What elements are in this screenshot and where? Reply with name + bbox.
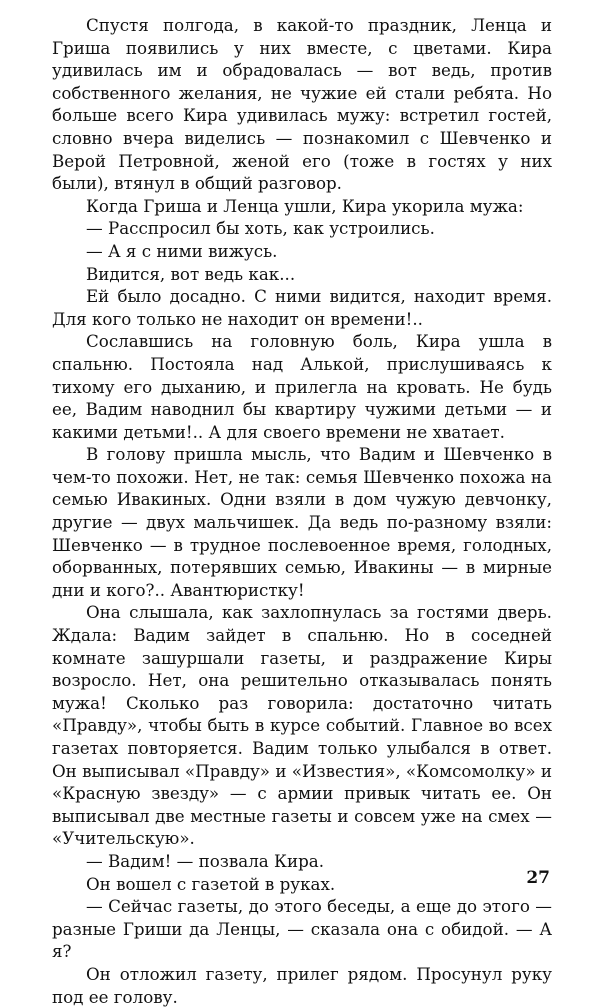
paragraph: Ей было досадно. С ними видится, находит время. Для кого только не находит он времени!.. [52, 286, 552, 329]
paragraph: Она слышала, как захлопнулась за гостями дверь. Ждала: Вадим зайдет в спальню. Но в соседней комнате зашуршали газеты, и раздражение Киры возросло. Нет, она решительно отказывалась понять мужа! Сколько раз говорила: достаточно читать «Правду», чтобы быть в курсе событий. Главное во всех газетах повторяется. Вадим только улыбался в ответ. Он выписывал «Правду» и «Известия», «Комсомолку» и «Красную звезду» — с армии привык читать ее. Он выписывал две местные газеты и совсем уже на смех — «Учительскую». [52, 602, 552, 849]
paragraph: — А я с ними вижусь. [86, 240, 278, 261]
paragraph: — Сейчас газеты, до этого беседы, а еще до этого — разные Гриши да Ленцы, — сказала она с обидой. — А я? [52, 896, 552, 962]
paragraph: — Расспросил бы хоть, как устроились. [86, 218, 435, 239]
paragraph: Спустя полгода, в какой-то праздник, Ленца и Гриша появились у них вместе, с цветами. Кира удивилась им и обрадовалась — вот ведь, против собственного желания, не чужие ей стали ребята. Но больше всего Кира удивилась мужу: встретил гостей, словно вчера виделись — познакомил с Шевченко и Верой Петровной, женой его (тоже в гостях у них были), втянул в общий разговор. [52, 15, 552, 194]
paragraph: Сославшись на головную боль, Кира ушла в спальню. Постояла над Алькой, прислушиваясь к тихому его дыханию, и прилегла на кровать. Не будь ее, Вадим наводнил бы квартиру чужими детьми — и какими детьми!.. А для своего времени не хватает. [52, 331, 552, 442]
paragraph: Когда Гриша и Ленца ушли, Кира укорила мужа: [86, 195, 524, 216]
paragraph: Видится, вот ведь как... [86, 263, 296, 284]
page-number: 27 [526, 868, 550, 888]
page-text [52, 14, 552, 1008]
paragraph: Он вошел с газетой в руках. [86, 873, 336, 894]
paragraph: — Вадим! — позвала Кира. [86, 850, 325, 871]
paragraph: Он отложил газету, прилег рядом. Просунул руку под ее голову. [52, 963, 552, 1007]
paragraph: В голову пришла мысль, что Вадим и Шевченко в чем-то похожи. Нет, не так: семья Шевченко похожа на семью Ивакиных. Одни взяли в дом чужую девчонку, другие — двух мальчишек. Да ведь по-разному взяли: Шевченко — в трудное послевоенное время, голодных, оборванных, потерявших семью, Ивакины — в мирные дни и кого?.. Авантюристку! [52, 444, 552, 600]
